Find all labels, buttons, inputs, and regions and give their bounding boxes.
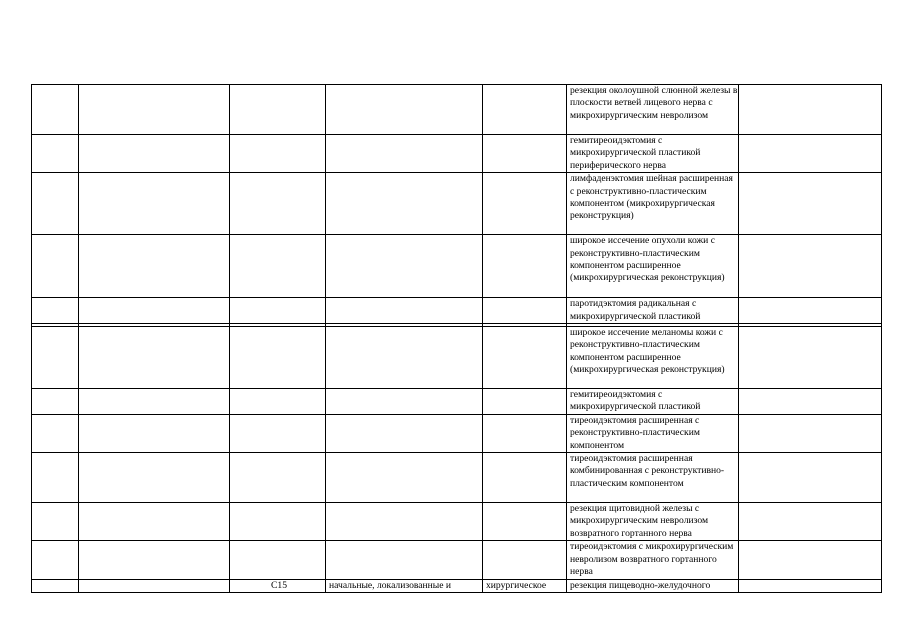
cell-treatment-type — [483, 298, 567, 324]
cell-profile — [79, 173, 230, 235]
cell-cost — [739, 503, 882, 541]
table-row — [32, 541, 882, 579]
cell-code — [230, 298, 326, 324]
cell-model — [326, 135, 483, 173]
cell-profile — [79, 453, 230, 503]
cell-treatment-type — [483, 327, 567, 389]
cell-code — [230, 235, 326, 298]
cell-profile — [79, 298, 230, 324]
cell-code — [230, 85, 326, 135]
cell-code — [230, 173, 326, 235]
cell-number — [32, 135, 79, 173]
cell-model — [326, 327, 483, 389]
cell-model — [326, 298, 483, 324]
table-row — [32, 235, 882, 298]
table-row — [32, 579, 882, 592]
cell-model — [326, 453, 483, 503]
cell-model — [326, 389, 483, 415]
cell-model — [326, 235, 483, 298]
cell-profile — [79, 235, 230, 298]
cell-model — [326, 85, 483, 135]
cell-profile — [79, 541, 230, 579]
cell-procedure: широкое иссечение меланомы кожи с реконструктивно-пластическим компонентом расширенное (микрохирургическая реконструкция) — [567, 327, 739, 389]
cell-profile — [79, 579, 230, 592]
cell-treatment-type — [483, 453, 567, 503]
document-page — [31, 84, 881, 593]
cell-code — [230, 389, 326, 415]
cell-treatment-type — [483, 135, 567, 173]
table-row — [32, 453, 882, 503]
cell-profile — [79, 135, 230, 173]
cell-procedure: паротидэктомия радикальная с микрохирургической пластикой — [567, 298, 739, 324]
cell-number — [32, 503, 79, 541]
cell-cost — [739, 173, 882, 235]
cell-number — [32, 173, 79, 235]
cell-procedure: гемитиреоидэктомия с микрохирургической пластикой — [567, 389, 739, 415]
cell-profile — [79, 503, 230, 541]
cell-procedure: гемитиреоидэктомия с микрохирургической пластикой периферического нерва — [567, 135, 739, 173]
cell-cost — [739, 579, 882, 592]
cell-cost — [739, 389, 882, 415]
cell-number — [32, 414, 79, 452]
table-row — [32, 85, 882, 135]
cell-code — [230, 135, 326, 173]
cell-number — [32, 389, 79, 415]
cell-cost — [739, 453, 882, 503]
procedures-table — [31, 84, 882, 593]
cell-profile — [79, 389, 230, 415]
cell-cost — [739, 298, 882, 324]
cell-number — [32, 327, 79, 389]
cell-code — [230, 453, 326, 503]
cell-number — [32, 541, 79, 579]
cell-code — [230, 414, 326, 452]
cell-cost — [739, 541, 882, 579]
cell-cost — [739, 135, 882, 173]
cell-treatment-type — [483, 173, 567, 235]
table-row — [32, 389, 882, 415]
cell-treatment-type — [483, 541, 567, 579]
cell-procedure: резекция пищеводно-желудочного — [567, 579, 739, 592]
cell-procedure: лимфаденэктомия шейная расширенная с реконструктивно-пластическим компонентом (микрохирургическая реконструкция) — [567, 173, 739, 235]
cell-number — [32, 298, 79, 324]
cell-number — [32, 453, 79, 503]
cell-model — [326, 541, 483, 579]
cell-code — [230, 503, 326, 541]
table-row — [32, 135, 882, 173]
cell-cost — [739, 327, 882, 389]
cell-cost — [739, 85, 882, 135]
table-row — [32, 414, 882, 452]
cell-treatment-type — [483, 414, 567, 452]
cell-model — [326, 414, 483, 452]
cell-procedure: тиреоидэктомия расширенная с реконструктивно-пластическим компонентом — [567, 414, 739, 452]
cell-treatment-type — [483, 503, 567, 541]
cell-model — [326, 173, 483, 235]
cell-code — [230, 327, 326, 389]
cell-treatment-type — [483, 389, 567, 415]
table-row — [32, 503, 882, 541]
cell-cost — [739, 235, 882, 298]
cell-procedure: тиреоидэктомия расширенная комбинированная с реконструктивно-пластическим компонентом — [567, 453, 739, 503]
table-row — [32, 327, 882, 389]
cell-treatment-type: хирургическое — [483, 579, 567, 592]
cell-model — [326, 503, 483, 541]
cell-profile — [79, 327, 230, 389]
cell-profile — [79, 414, 230, 452]
cell-profile — [79, 85, 230, 135]
cell-number — [32, 235, 79, 298]
cell-number — [32, 579, 79, 592]
table-row — [32, 173, 882, 235]
cell-treatment-type — [483, 85, 567, 135]
cell-number — [32, 85, 79, 135]
cell-cost — [739, 414, 882, 452]
cell-code: С15 — [230, 579, 326, 592]
cell-code — [230, 541, 326, 579]
cell-procedure: резекция щитовидной железы с микрохирургическим невролизом возвратного гортанного нерва — [567, 503, 739, 541]
table-row — [32, 298, 882, 324]
cell-model: начальные, локализованные и — [326, 579, 483, 592]
cell-procedure: широкое иссечение опухоли кожи с реконструктивно-пластическим компонентом расширенное (микрохирургическая реконструкция) — [567, 235, 739, 298]
cell-treatment-type — [483, 235, 567, 298]
cell-procedure: резекция околоушной слюнной железы в плоскости ветвей лицевого нерва с микрохирургическим невролизом — [567, 85, 739, 135]
cell-procedure: тиреоидэктомия с микрохирургическим невролизом возвратного гортанного нерва — [567, 541, 739, 579]
